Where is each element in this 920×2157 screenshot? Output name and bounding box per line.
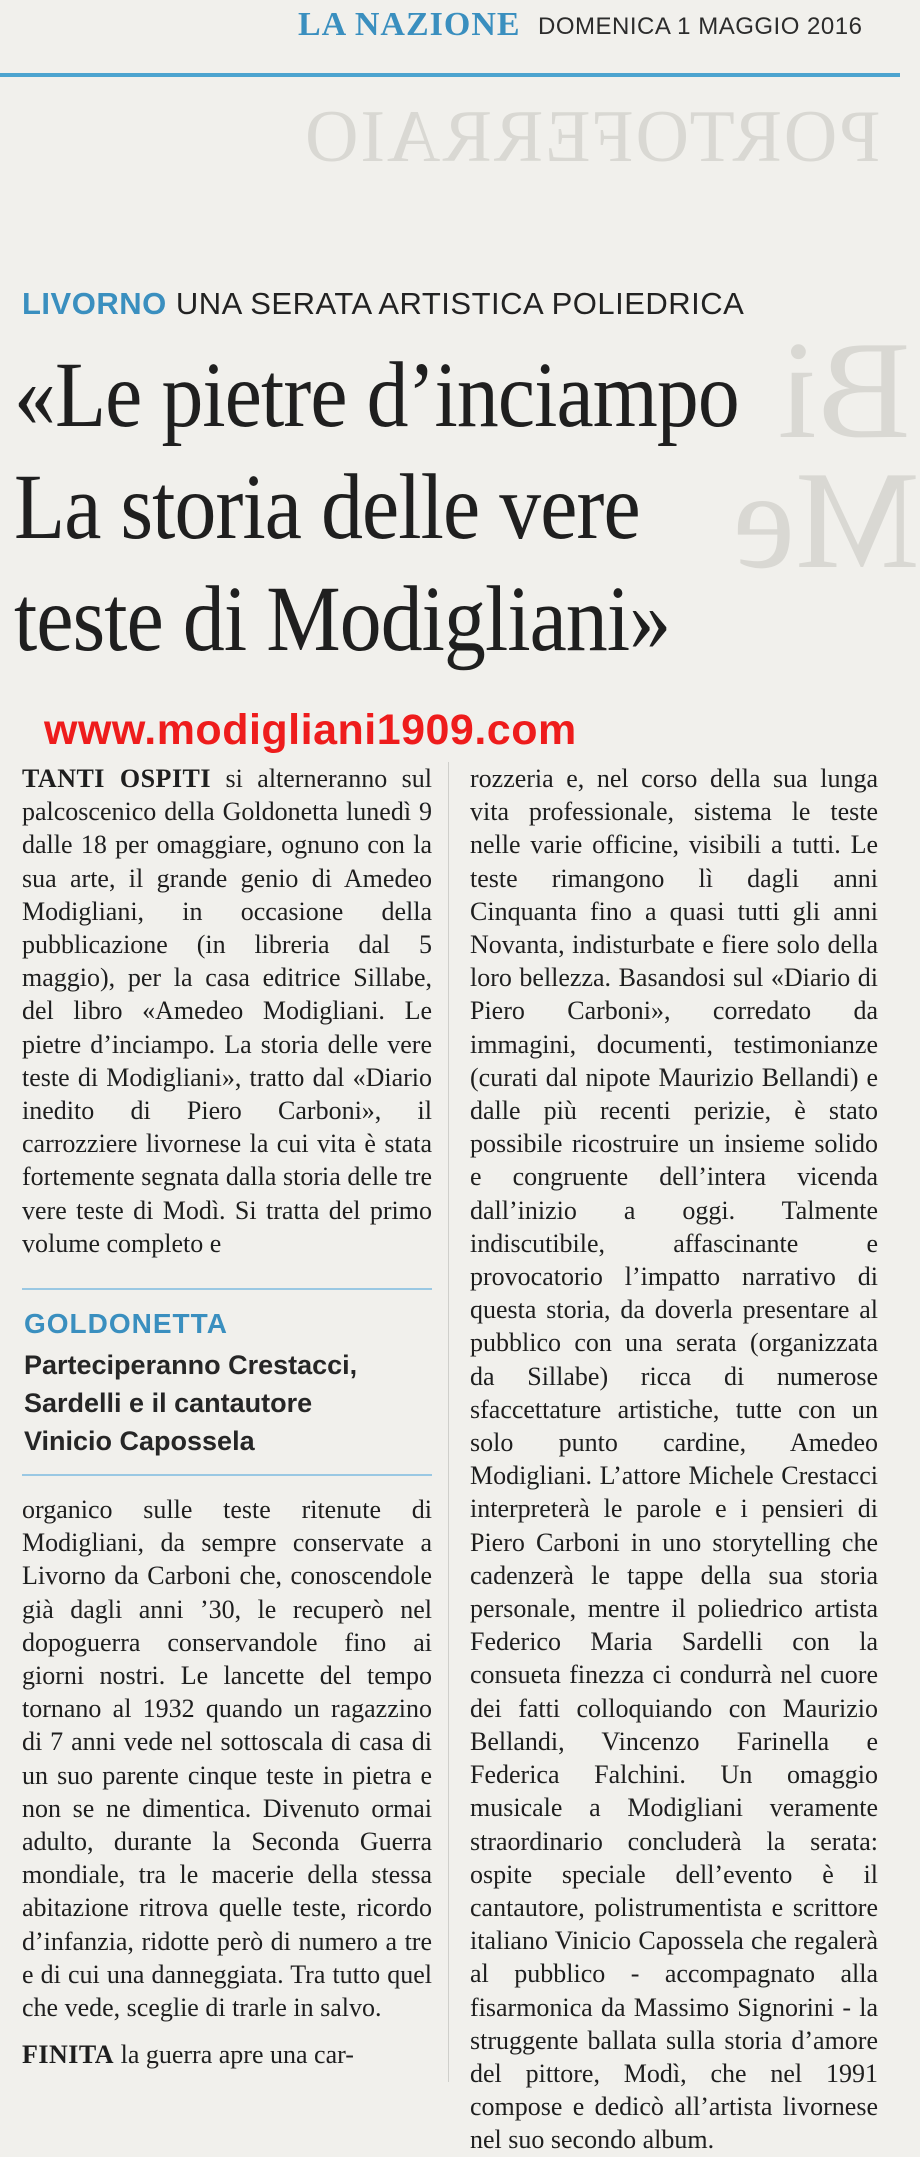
masthead-rule <box>0 73 900 77</box>
website-watermark: www.modigliani1909.com <box>44 706 577 754</box>
paragraph-lead: FINITA <box>22 2040 115 2069</box>
paragraph-text: si alterneranno sul palcoscenico della Goldonetta lunedì 9 dalle 18 per omaggiare, ognuno con la sua arte, il grande genio di Amedeo Modigliani, in occasione della pubblicazione (in libreria dal 5 maggio), per la casa editrice Sillabe, del libro «Amedeo Modigliani. Le pietre d’inciampo. La storia delle vere teste di Modigliani», tratto dal «Diario inedito di Piero Carboni», il carrozziere livornese la cui vita è stata fortemente segnata dalla storia delle tre vere teste di Modì. Si tratta del primo volume completo e <box>22 764 432 1258</box>
bleed-through-text: Bi <box>777 313 910 468</box>
headline-line: teste di Modigliani» <box>14 568 671 671</box>
overline-text: UNA SERATA ARTISTICA POLIEDRICA <box>175 286 745 321</box>
newspaper-name: LA NAZIONE <box>298 6 521 43</box>
paragraph-lead: TANTI OSPITI <box>22 764 212 793</box>
column-divider <box>448 762 449 2082</box>
paragraph-text: la guerra apre una car- <box>120 2040 354 2069</box>
article-column-right <box>470 762 878 2155</box>
bleed-through-text: PORTOFERRAIO <box>302 96 880 178</box>
article-overline <box>22 286 744 322</box>
article-column-left-last <box>22 2038 432 2078</box>
article-headline <box>14 340 806 676</box>
paragraph-text: rozzeria e, nel corso della sua lunga vita professionale, sistema le teste nelle varie officine, visibili a tutti. Le teste rimangono lì dagli anni Cinquanta fino a quasi tutti gli anni Novanta, indisturbate e fiere solo della loro bellezza. Basandosi sul «Diario di Piero Carboni», corredato da immagini, documenti, testimonianze (curati dal nipote Maurizio Bellandi) e dalle più recenti perizie, è stato possibile ricostruire un insieme solido e congruente dell’intera vicenda dall’inizio a oggi. Talmente indiscutibile, affascinante e provocatorio l’impatto narrativo di questa storia, da doverla presentare al pubblico con una serata (organizzata da Sillabe) ricca di numerose sfaccettature artistiche, tutte con un solo punto cardine, Amedeo Modigliani. L’attore Michele Crestacci interpreterà le parole e i pensieri di Piero Carboni in uno storytelling che cadenzerà le tappe della sua storia personale, mentre il poliedrico artista Federico Maria Sardelli con la consueta finezza ci condurrà nel cuore dei fatti colloquiando con Maurizio Bellandi, Vincenzo Farinella e Federica Falchini. Un omaggio musicale a Modigliani veramente straordinario concluderà la serata: ospite speciale dell’evento è il cantautore, polistrumentista e scrittore italiano Vinicio Capossela che regalerà al pubblico - accompagnato alla fisarmonica da Massimo Signorini - la struggente ballata sulla storia d’amore del pittore, Modì, che nel 1991 compose e dedicò all’artista livornese nel suo secondo album. <box>470 764 878 2155</box>
pull-quote-box <box>22 1288 432 1468</box>
box-rule <box>22 1474 432 1476</box>
box-rule <box>22 1288 432 1290</box>
overline-place: LIVORNO <box>22 286 167 321</box>
box-kicker: GOLDONETTA <box>24 1308 228 1339</box>
headline-line: La storia delle vere <box>14 456 640 559</box>
headline-line: «Le pietre d’inciampo <box>14 344 739 447</box>
box-subheading-line: Sardelli e il cantautore <box>24 1388 313 1418</box>
box-subheading-line: Vinicio Capossela <box>24 1426 255 1456</box>
paragraph-text: organico sulle teste ritenute di Modigliani, da sempre conservate a Livorno da Carboni che, conoscendole già dagli anni ’30, le recuperò nel dopoguerra conservandole fino ai giorni nostri. Le lancette del tempo tornano al 1932 quando un ragazzino di 7 anni vede nel sottoscala di casa di un suo parente cinque teste in pietra e non se ne dimentica. Divenuto ormai adulto, durante la Seconda Guerra mondiale, tra le macerie della stessa abitazione ritrova quelle teste, ricordo d’infanzia, ridotte però di numero a tre e di cui una danneggiata. Tra tutto quel che vede, sceglie di trarle in salvo. <box>22 1495 432 2023</box>
box-subheading-line: Parteciperanno Crestacci, <box>24 1350 358 1380</box>
article-column-left-bottom <box>22 1493 432 2023</box>
article-column-left-top <box>22 762 432 1262</box>
box-subheading <box>24 1346 434 1460</box>
masthead <box>0 0 900 60</box>
issue-date: DOMENICA 1 MAGGIO 2016 <box>538 13 863 40</box>
bleed-through-text: Me <box>733 443 920 598</box>
